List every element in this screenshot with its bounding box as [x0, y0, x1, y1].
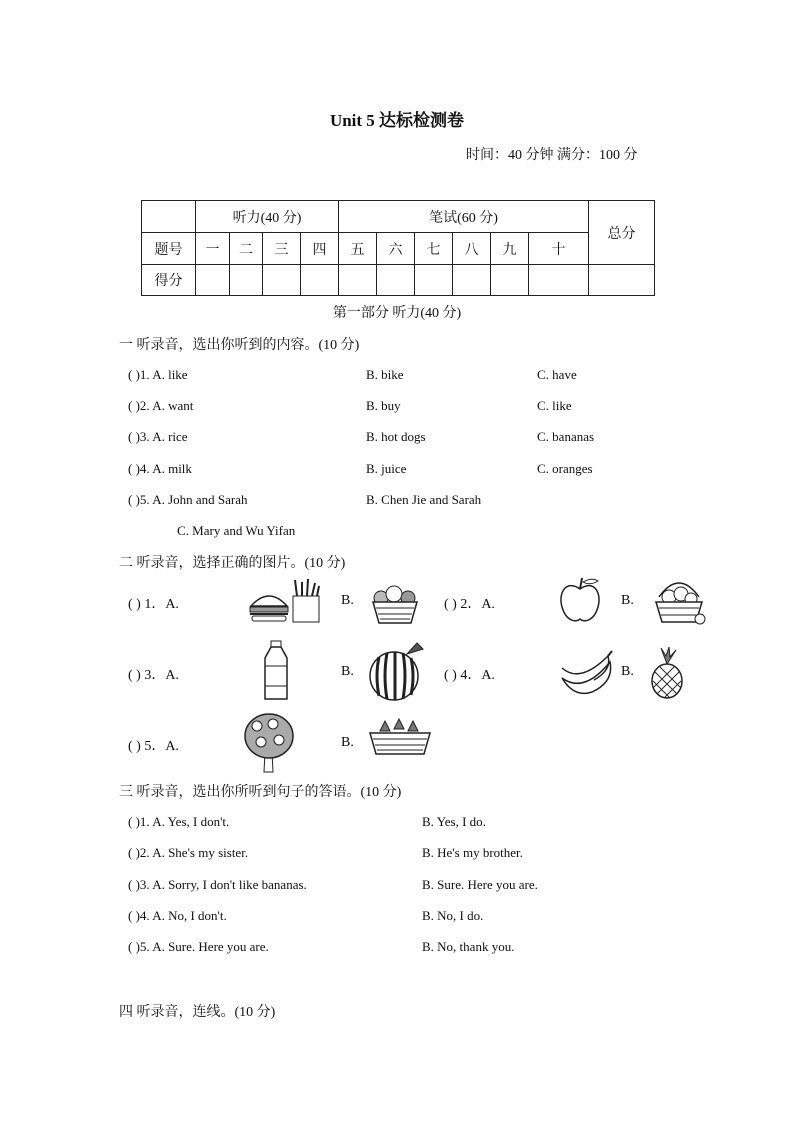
num-cell: 七 [415, 233, 453, 265]
option-c: C. bananas [537, 429, 595, 444]
apple-basket-icon [651, 575, 707, 627]
total-header: 总分 [589, 201, 655, 265]
num-cell: 五 [339, 233, 377, 265]
option-b: B. Sure. Here you are. [422, 877, 538, 892]
option-b: B. No, thank you. [422, 939, 515, 954]
row-label-score: 得分 [142, 265, 196, 296]
option-b: B. [341, 664, 354, 679]
option-b: B. hot dogs [366, 429, 426, 444]
question-text: ( )5. A. John and Sarah [128, 492, 248, 507]
writing-header: 笔试(60 分) [339, 201, 589, 233]
question-text: ( )5. A. Sure. Here you are. [128, 939, 269, 954]
num-cell: 四 [301, 233, 339, 265]
question-text: ( )4. A. milk [128, 461, 192, 476]
section-heading: 四 听录音，连线。(10 分) [119, 1005, 276, 1020]
apple-icon [556, 575, 604, 625]
score-cell[interactable] [491, 265, 529, 296]
option-b: B. Chen Jie and Sarah [366, 492, 482, 507]
question-text: ( )3. A. rice [128, 429, 188, 444]
option-b: B. Yes, I do. [422, 814, 486, 829]
question-text: ( )1. A. Yes, I don't. [128, 814, 230, 829]
water-bottle-icon [261, 640, 291, 702]
option-b: B. [621, 593, 634, 608]
score-cell[interactable] [377, 265, 415, 296]
num-cell: 一 [196, 233, 230, 265]
score-cell[interactable] [339, 265, 377, 296]
option-b: B. [341, 593, 354, 608]
question-text: ( )2. A. want [128, 398, 194, 413]
apple-tree-icon [243, 712, 295, 774]
num-cell: 二 [230, 233, 263, 265]
num-cell: 三 [263, 233, 301, 265]
option-b: B. He's my brother. [422, 845, 523, 860]
score-cell[interactable] [301, 265, 339, 296]
question-text: ( ) 3．A. [128, 668, 179, 683]
score-cell[interactable] [453, 265, 491, 296]
question-text: ( )2. A. She's my sister. [128, 845, 249, 860]
question-text: ( ) 4．A. [444, 668, 495, 683]
option-c: C. have [537, 367, 577, 382]
exam-meta: 时间：40 分钟 满分：100 分 [466, 148, 638, 163]
question-text: ( ) 2．A. [444, 597, 495, 612]
part-heading: 第一部分 听力(40 分) [332, 306, 462, 321]
section-heading: 三 听录音，选出你所听到句子的答语。(10 分) [119, 785, 402, 800]
page-title: Unit 5 达标检测卷 [329, 111, 465, 130]
watermelon-icon [367, 640, 425, 702]
option-b: B. buy [366, 398, 401, 413]
option-c: C. oranges [537, 461, 593, 476]
score-table [141, 200, 655, 296]
num-cell: 六 [377, 233, 415, 265]
pineapple-icon [647, 646, 687, 700]
question-text: ( )1. A. like [128, 367, 188, 382]
fruit-basket-icon [367, 578, 423, 626]
option-b: B. [621, 664, 634, 679]
listening-header: 听力(40 分) [196, 201, 339, 233]
strawberry-basket-icon [366, 717, 434, 757]
option-c: C. Mary and Wu Yifan [177, 523, 296, 538]
score-cell[interactable] [529, 265, 589, 296]
option-b: B. juice [366, 461, 407, 476]
section-heading: 一 听录音，选出你听到的内容。(10 分) [119, 338, 360, 353]
score-cell[interactable] [589, 265, 655, 296]
burger-fries-icon [247, 578, 323, 626]
option-c: C. like [537, 398, 572, 413]
score-cell[interactable] [196, 265, 230, 296]
option-b: B. bike [366, 367, 404, 382]
score-cell[interactable] [415, 265, 453, 296]
table-corner [142, 201, 196, 233]
num-cell: 九 [491, 233, 529, 265]
num-cell: 八 [453, 233, 491, 265]
question-text: ( )3. A. Sorry, I don't like bananas. [128, 877, 307, 892]
banana-icon [558, 648, 618, 698]
question-text: ( ) 1．A. [128, 597, 179, 612]
score-cell[interactable] [230, 265, 263, 296]
num-cell: 十 [529, 233, 589, 265]
row-label-num: 题号 [142, 233, 196, 265]
option-b: B. No, I do. [422, 908, 484, 923]
score-cell[interactable] [263, 265, 301, 296]
section-heading: 二 听录音，选择正确的图片。(10 分) [119, 556, 346, 571]
question-text: ( ) 5．A. [128, 739, 179, 754]
question-text: ( )4. A. No, I don't. [128, 908, 227, 923]
option-b: B. [341, 735, 354, 750]
